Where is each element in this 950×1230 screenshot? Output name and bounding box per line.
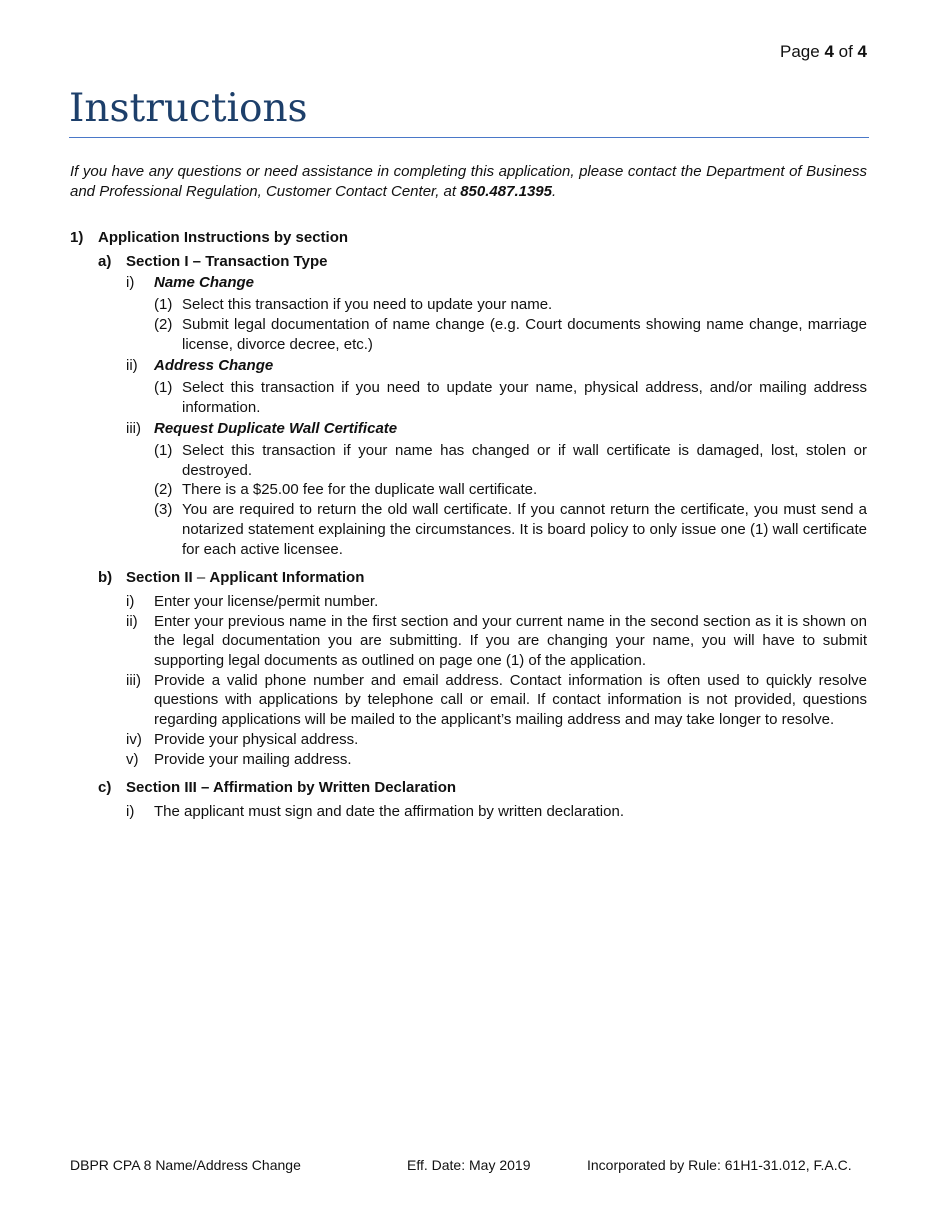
intro-paragraph: If you have any questions or need assistance in completing this application, please contact the Department of Business and Professional Regulation, Customer Contact Center, at 850.487.1395.: [70, 163, 867, 200]
section-heading-1: 1) Application Instructions by section: [70, 229, 349, 246]
list-item: (2) Submit legal documentation of name change (e.g. Court documents showing name change, marriage license, divorce decree, etc.): [154, 315, 867, 353]
list-item: (2) There is a $25.00 fee for the duplicate wall certificate.: [154, 481, 538, 499]
contact-phone: 850.487.1395: [460, 183, 552, 200]
section-c-heading: c) Section III – Affirmation by Written Declaration: [98, 779, 457, 797]
page-number: Page 4 of 4: [780, 42, 867, 61]
list-item: (1) Select this transaction if you need to update your name.: [154, 296, 553, 314]
list-item: i) Enter your license/permit number.: [126, 592, 379, 610]
list-item: i) The applicant must sign and date the affirmation by written declaration.: [126, 802, 624, 820]
list-item: v) Provide your mailing address.: [126, 750, 352, 768]
list-item: iv) Provide your physical address.: [126, 730, 359, 748]
list-item: ii) Enter your previous name in the first section and your current name in the second section as it is shown on the legal documentation you are submitting. If you are changing your name, you will have to submit supporting legal documents as outlined on page one (1) of the application.: [126, 612, 867, 670]
list-item: iii) Provide a valid phone number and email address. Contact information is often used to quickly resolve questions with applications by telephone call or email. If contact information is not provided, questions regarding applications will be mailed to the applicant’s mailing address and may take longer to resolve.: [126, 671, 867, 729]
list-item: (1) Select this transaction if your name has changed or if wall certificate is damaged, lost, stolen or destroyed.: [154, 442, 867, 479]
footer-effective-date: Eff. Date: May 2019: [407, 1157, 531, 1173]
footer-rule: Incorporated by Rule: 61H1-31.012, F.A.C.: [587, 1157, 852, 1173]
page-title: Instructions: [69, 86, 308, 131]
list-item: (1) Select this transaction if you need to update your name, physical address, and/or mailing address information.: [154, 378, 867, 416]
section-a-heading: a) Section I – Transaction Type: [98, 252, 328, 270]
instructions-outline: [70, 228, 867, 822]
name-change-heading: i) Name Change: [126, 274, 255, 292]
footer-form-id: DBPR CPA 8 Name/Address Change: [70, 1157, 301, 1173]
section-b-heading: b) Section II – Applicant Information: [98, 569, 365, 587]
address-change-heading: ii) Address Change: [126, 357, 274, 375]
title-divider: [69, 137, 869, 138]
duplicate-certificate-heading: iii) Request Duplicate Wall Certificate: [126, 420, 398, 438]
list-item: (3) You are required to return the old wall certificate. If you cannot return the certificate, you must send a notarized statement explaining the circumstances. It is board policy to only issue one (1) wall certificate for each active licensee.: [154, 501, 867, 558]
